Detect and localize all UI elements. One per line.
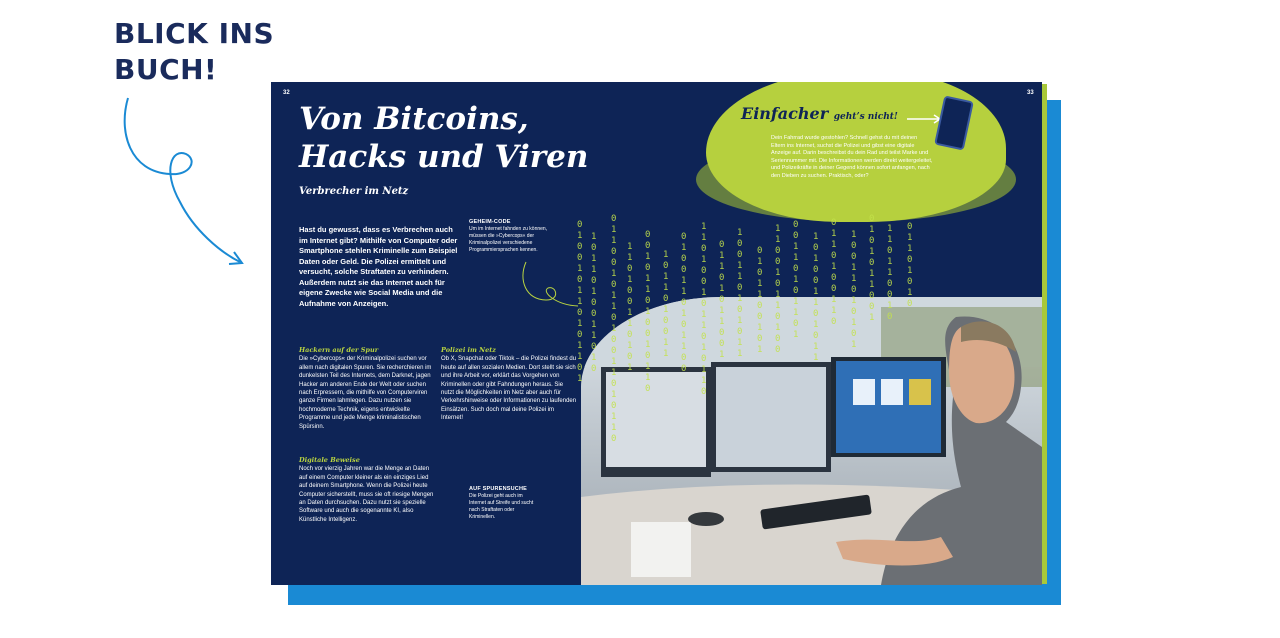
binary-rain-4: 1 1 0 1 0 0 1 1 0 1 0 1	[627, 242, 633, 373]
binary-rain-17: 0 1 0 1 0 1 1 0 0 1	[869, 214, 875, 323]
binary-rain-7: 0 1 0 0 1 1 0 1 0 1 1 0 0	[681, 232, 687, 374]
spurensuche-text: Die Polizei geht auch im Internet auf Streife und sucht nach Straftaten oder Kriminellen.	[469, 493, 534, 521]
beweise-section	[299, 456, 434, 524]
intro-text: Hast du gewusst, dass es Verbrechen auch im Internet gibt? Mithilfe von Computer oder Smartphone stehlen Kriminelle zum Beispiel Daten oder Geld. Die Polizei ermittelt und versucht, solche Straftaten zu verhindern. Außerdem nutzt sie das Internet auch für eigene Zwecke wie Social Media und die Aufnahme von Anzeigen.	[299, 225, 458, 308]
spurensuche-box	[469, 485, 539, 521]
geheim-code-box	[469, 218, 564, 254]
binary-rain-3: 0 1 1 0 0 1 0 1 1 0 1 0 0 1 1 0 1 0 1 1 0	[611, 214, 617, 444]
title-line-1: Von Bitcoins,	[299, 101, 529, 137]
binary-rain-12: 1 1 0 0 1 0 1 1 0 1 0 0	[775, 224, 781, 355]
polizei-text: Ob X, Snapchat oder Tiktok – die Polizei findest du heute auf allen sozialen Medien. Dort stellt sie sich und ihre Arbeit vor, erklärt das Vorgehen von Kriminellen oder gibt Fahndungen heraus. Sie nutzt die Möglichkeiten im Netz aber auch für Verkehrshinweise oder Informationen zu laufenden Einsätzen. Such doch mal deine Polizei im Internet!	[441, 356, 577, 422]
geheim-code-text: Um im Internet fahnden zu können, müssen die »Cybercops« der Kriminalpolizei verschiedene Programmiersprachen kennen.	[469, 226, 548, 254]
page-number-right: 33	[1027, 90, 1034, 96]
polizei-heading: Polizei im Netz	[441, 346, 496, 354]
binary-rain-19: 0 1 1 0 1 0 1 0	[907, 222, 913, 309]
curly-line-icon	[516, 260, 586, 310]
hackern-heading: Hackern auf der Spur	[299, 346, 379, 354]
binary-rain-13: 0 0 1 1 0 1 0 1 1 0 1	[793, 220, 799, 340]
binary-rain-1: 0 1 0 0 1 0 1 1 0 1 0 1 1 0 1	[577, 220, 583, 384]
einfacher-heading	[741, 104, 898, 123]
binary-rain-8: 1 1 0 1 0 0 1 0 1 1 0 1 0 1 1 0	[701, 222, 707, 397]
einfacher-text: Dein Fahrrad wurde gestohlen? Schnell gehst du mit deinen Eltern ins Internet, suchst die Polizei und gibst eine digitale Anzeige auf. Darin beschreibst du dein Rad und teilst Marke und Seriennummer mit. Die Informationen werden direkt weitergeleitet, und Polizeikräfte in deiner Gegend können sofort anfangen, nach den Dieben zu suchen. Praktisch, oder?	[771, 135, 933, 179]
hackern-section	[299, 346, 434, 431]
page-subtitle: Verbrecher im Netz	[299, 186, 409, 197]
beweise-text: Noch vor vierzig Jahren war die Menge an Daten auf einem Computer kleiner als ein einziges Lied auf deinem Smartphone. Wenn die Polizei heute Computer sicherstellt, muss sie oft riesige Mengen an Daten durchsuchen. Dazu nutzt sie spezielle Software und auch die sogenannte KI, also Künstliche Intelligenz.	[299, 466, 434, 523]
heading-line-2: BUCH!	[114, 53, 218, 86]
curly-arrow-icon	[110, 92, 250, 272]
binary-rain-11: 0 1 0 1 1 0 0 1 0 1	[757, 246, 763, 355]
beweise-heading: Digitale Beweise	[299, 456, 360, 464]
hackern-text: Die »Cybercops« der Kriminalpolizei suchen vor allem nach digitalen Spuren. Sie recherchieren im dunkelsten Teil des Internets, dem Darknet, jagen Hacker am anderen Ende der Welt oder suchen nach Erpressern, die mithilfe von Computerviren ganze Firmen lahmlegen. Dazu nutzen sie hochmoderne Technik, eigens entwickelte Programme und jede Menge kriminalistischen Spürsinn.	[299, 356, 432, 430]
binary-rain-9: 0 1 1 0 1 0 1 1 0 0 1	[719, 240, 725, 360]
page-number-left: 32	[283, 90, 290, 96]
binary-rain-18: 1 1 0 1 1 0 0 1 0	[887, 224, 893, 322]
spurensuche-heading: AUF SPURENSUCHE	[469, 486, 528, 492]
binary-rain-2: 1 0 1 1 0 1 0 0 1 1 0 1 0	[591, 232, 597, 374]
einfacher-small: geht’s nicht!	[833, 112, 898, 122]
blick-ins-buch-heading	[114, 16, 274, 88]
binary-rain-5: 0 0 1 0 1 1 0 1 0 0 1 0 1 1 0	[645, 230, 651, 394]
binary-rain-6: 1 0 1 1 0 1 0 0 1 1	[663, 250, 669, 359]
binary-rain-10: 1 0 0 1 1 0 1 0 1 0 1 1	[737, 228, 743, 359]
heading-line-1: BLICK INS	[114, 17, 275, 50]
polizei-section	[441, 346, 577, 423]
page-title	[299, 100, 599, 176]
einfacher-main: Einfacher	[741, 104, 829, 123]
binary-rain-14: 1 0 1 0 0 1 1 0 1 0 1 1	[813, 232, 819, 363]
title-line-2: Hacks und Viren	[299, 139, 589, 175]
book-spread	[271, 82, 1042, 585]
binary-rain-15: 0 1 1 0 1 0 0 1 1 0	[831, 218, 837, 327]
geheim-code-heading: GEHEIM-CODE	[469, 219, 511, 225]
binary-rain-16: 1 0 0 1 1 0 1 0 1 0 1	[851, 230, 857, 350]
